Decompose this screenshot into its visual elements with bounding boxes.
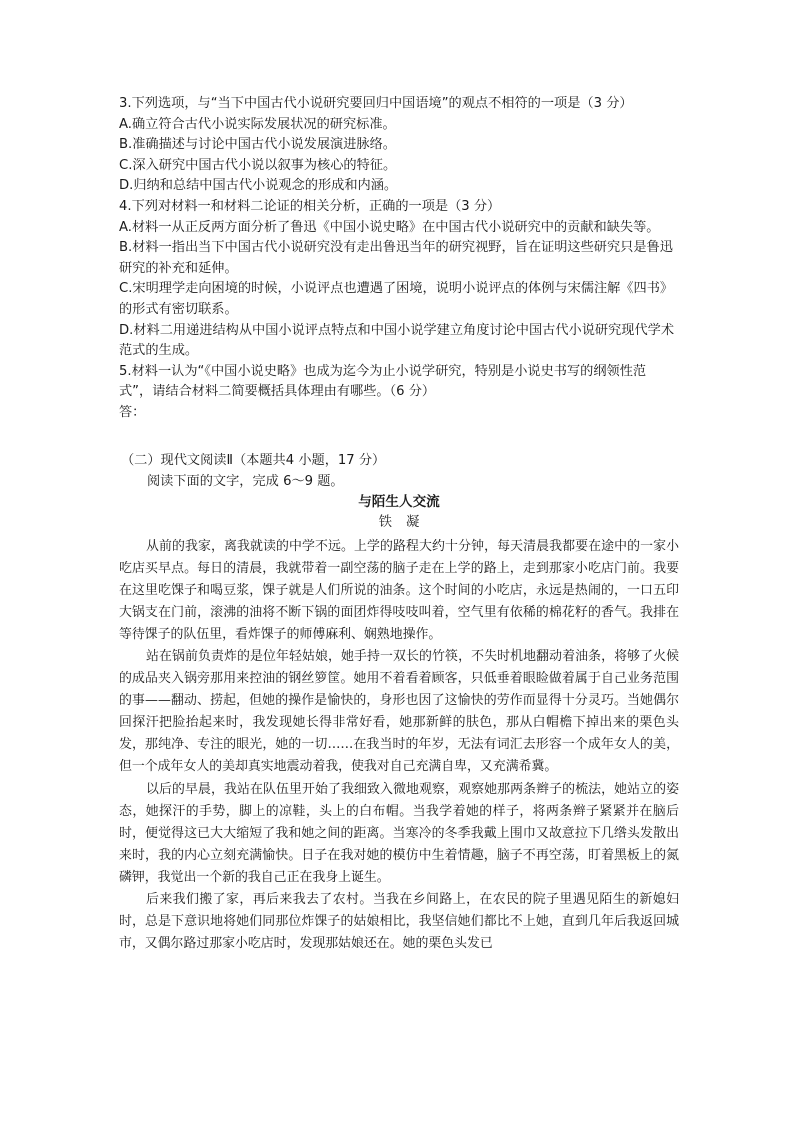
q3-stem: 3.下列选项，与“当下中国古代小说研究要回归中国语境”的观点不相符的一项是（3 分） bbox=[119, 96, 633, 111]
q4-stem: 4.下列对材料一和材料二论证的相关分析，正确的一项是（3 分） bbox=[119, 198, 501, 214]
answer-label: 答： bbox=[119, 404, 146, 420]
q3-option-c: C.深入研究中国古代小说以叙事为核心的特征。 bbox=[119, 157, 397, 173]
q3-option-a: A.确立符合古代小说实际发展状况的研究标准。 bbox=[119, 116, 396, 132]
passage-paragraph: 从前的我家，离我就读的中学不远。上学的路程大约十分钟，每天清晨我都要在途中的一家小吃店买早点。每日的清晨，我就带着一副空荡的脑子走在上学的路上，走到那家小吃店门前。我要在这里吃馃子和喝豆浆，馃子就是人们所说的油条。这个时间的小吃店，永远是热闹的，一口五印大锅支在门前，滚沸的油将不断下锅的面团炸得吱吱叫着，空气里有依稀的棉花籽的香气。我排在等待馃子的队伍里，看炸馃子的师傅麻利、娴熟地操作。 bbox=[119, 538, 679, 642]
q4-option-d: D.材料二用递进结构从中国小说评点特点和中国小说学建立角度讨论中国古代小说研究现代学术范式的生成。 bbox=[119, 322, 675, 359]
section-instruction: 阅读下面的文字，完成 6～9 题。 bbox=[147, 473, 344, 489]
passage-author: 铁凝 bbox=[378, 514, 434, 530]
q3-option-b: B.准确描述与讨论中国古代小说发展演进脉络。 bbox=[119, 137, 396, 153]
q4-option-c: C.宋明理学走向困境的时候，小说评点也遭遇了困境，说明小说评点的体例与宋儒注解《四书》的形式有密切联系。 bbox=[119, 281, 674, 317]
q4-option-b: B.材料一指出当下中国古代小说研究没有走出鲁迅当年的研究视野，旨在证明这些研究只是鲁迅研究的补充和延伸。 bbox=[119, 240, 673, 276]
passage-title: 与陌生人交流 bbox=[358, 493, 440, 510]
passage-paragraph: 站在锅前负责炸的是位年轻姑娘，她手持一双长的竹筷，不失时机地翻动着油条，将够了火候的成品夹入锅旁那用来控油的钢丝箩筐。她用不着看着顾客，只低垂着眼睑做着属于自己业务范围的事——翻动、捞起，但她的操作是愉快的，身形也因了这愉快的劳作而显得十分灵巧。当她偶尔回探汗把脸抬起来时，我发现她长得非常好看，她那新鲜的肤色，那从白帽檐下掉出来的栗色头发，那纯净、专注的眼光，她的一切……在我当时的年岁，无法有词汇去形容一个成年女人的美，但一个成年女人的美却真实地震动着我，使我对自己充满自卑，又充满希冀。 bbox=[119, 648, 679, 775]
q5-stem: 5.材料一认为“《中国小说史略》也成为迄今为止小说学研究，特别是小说史书写的纲领性范式”，请结合材料二简要概括具体理由有哪些。（6 分） bbox=[119, 363, 647, 400]
q3-option-d: D.归纳和总结中国古代小说观念的形成和内涵。 bbox=[119, 178, 398, 194]
section-heading: （二）现代文阅读Ⅱ（本题共4 小题，17 分） bbox=[121, 452, 386, 468]
q4-option-a: A.材料一从正反两方面分析了鲁迅《中国小说史略》在中国古代小说研究中的贡献和缺失等。 bbox=[119, 219, 660, 235]
passage-paragraph: 以后的早晨，我站在队伍里开始了我细致入微地观察，观察她那两条辫子的梳法，她站立的姿态，她探汗的手势，脚上的凉鞋，头上的白布帽。当我学着她的样子，将两条辫子紧紧并在脑后时，便觉得这已大大缩短了我和她之间的距离。当寒冷的冬季我戴上围巾又故意拉下几绺头发散出来时，我的内心立刻充满愉快。日子在我对她的模仿中生着情趣，脑子不再空荡，盯着黑板上的氮磷钾，我觉出一个新的我自己正在我身上诞生。 bbox=[119, 781, 679, 885]
passage-paragraph: 后来我们搬了家，再后来我去了农村。当我在乡间路上，在农民的院子里遇见陌生的新媳妇时，总是下意识地将她们同那位炸馃子的姑娘相比，我坚信她们都比不上她，直到几年后我返回城市，又偶尔路过那家小吃店时，发现那姑娘还在。她的栗色头发已 bbox=[119, 892, 679, 952]
exam-page bbox=[119, 94, 679, 955]
